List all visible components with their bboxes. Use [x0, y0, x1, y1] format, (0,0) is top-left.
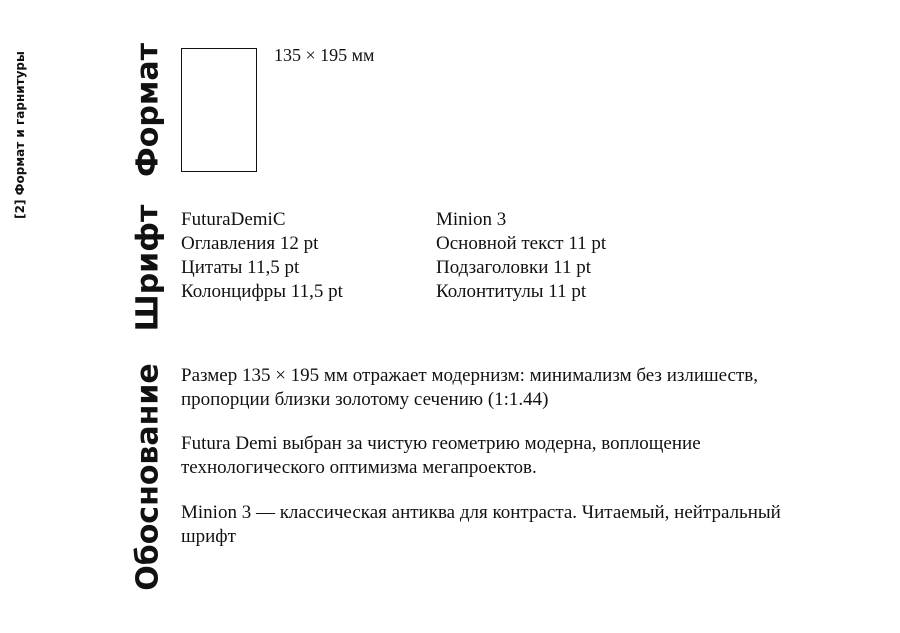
font-column-futura	[181, 208, 343, 304]
rationale-paragraph: Futura Demi выбран за чистую геометрию модерна, воплощение технологического оптимизма мегапроектов.	[181, 433, 701, 478]
font-line: Колонтитулы 11 pt	[436, 281, 587, 302]
font-line: Оглавления 12 pt	[181, 233, 319, 254]
font-line: Колонцифры 11,5 pt	[181, 281, 343, 302]
format-size-label: 135 × 195 мм	[274, 45, 375, 65]
format-rectangle	[181, 48, 257, 172]
rationale-paragraph: Размер 135 × 195 мм отражает модернизм: минимализм без излишеств, пропорции близки золотому сечению (1:1.44)	[181, 365, 759, 410]
font-line: Подзаголовки 11 pt	[436, 257, 592, 278]
font-line: Цитаты 11,5 pt	[181, 257, 300, 278]
font-line: Minion 3	[436, 209, 507, 230]
rationale-paragraph: Minion 3 — классическая антиква для контраста. Читаемый, нейтральный шрифт	[181, 502, 781, 547]
heading-format: Формат	[130, 43, 166, 177]
page-side-label: [2] Формат и гарнитуры	[13, 51, 27, 219]
font-line: FuturaDemiC	[181, 209, 286, 230]
heading-rationale: Обоснование	[130, 363, 166, 591]
heading-font: Шрифт	[130, 204, 166, 332]
font-column-minion	[436, 208, 606, 304]
font-line: Основной текст 11 pt	[436, 233, 607, 254]
